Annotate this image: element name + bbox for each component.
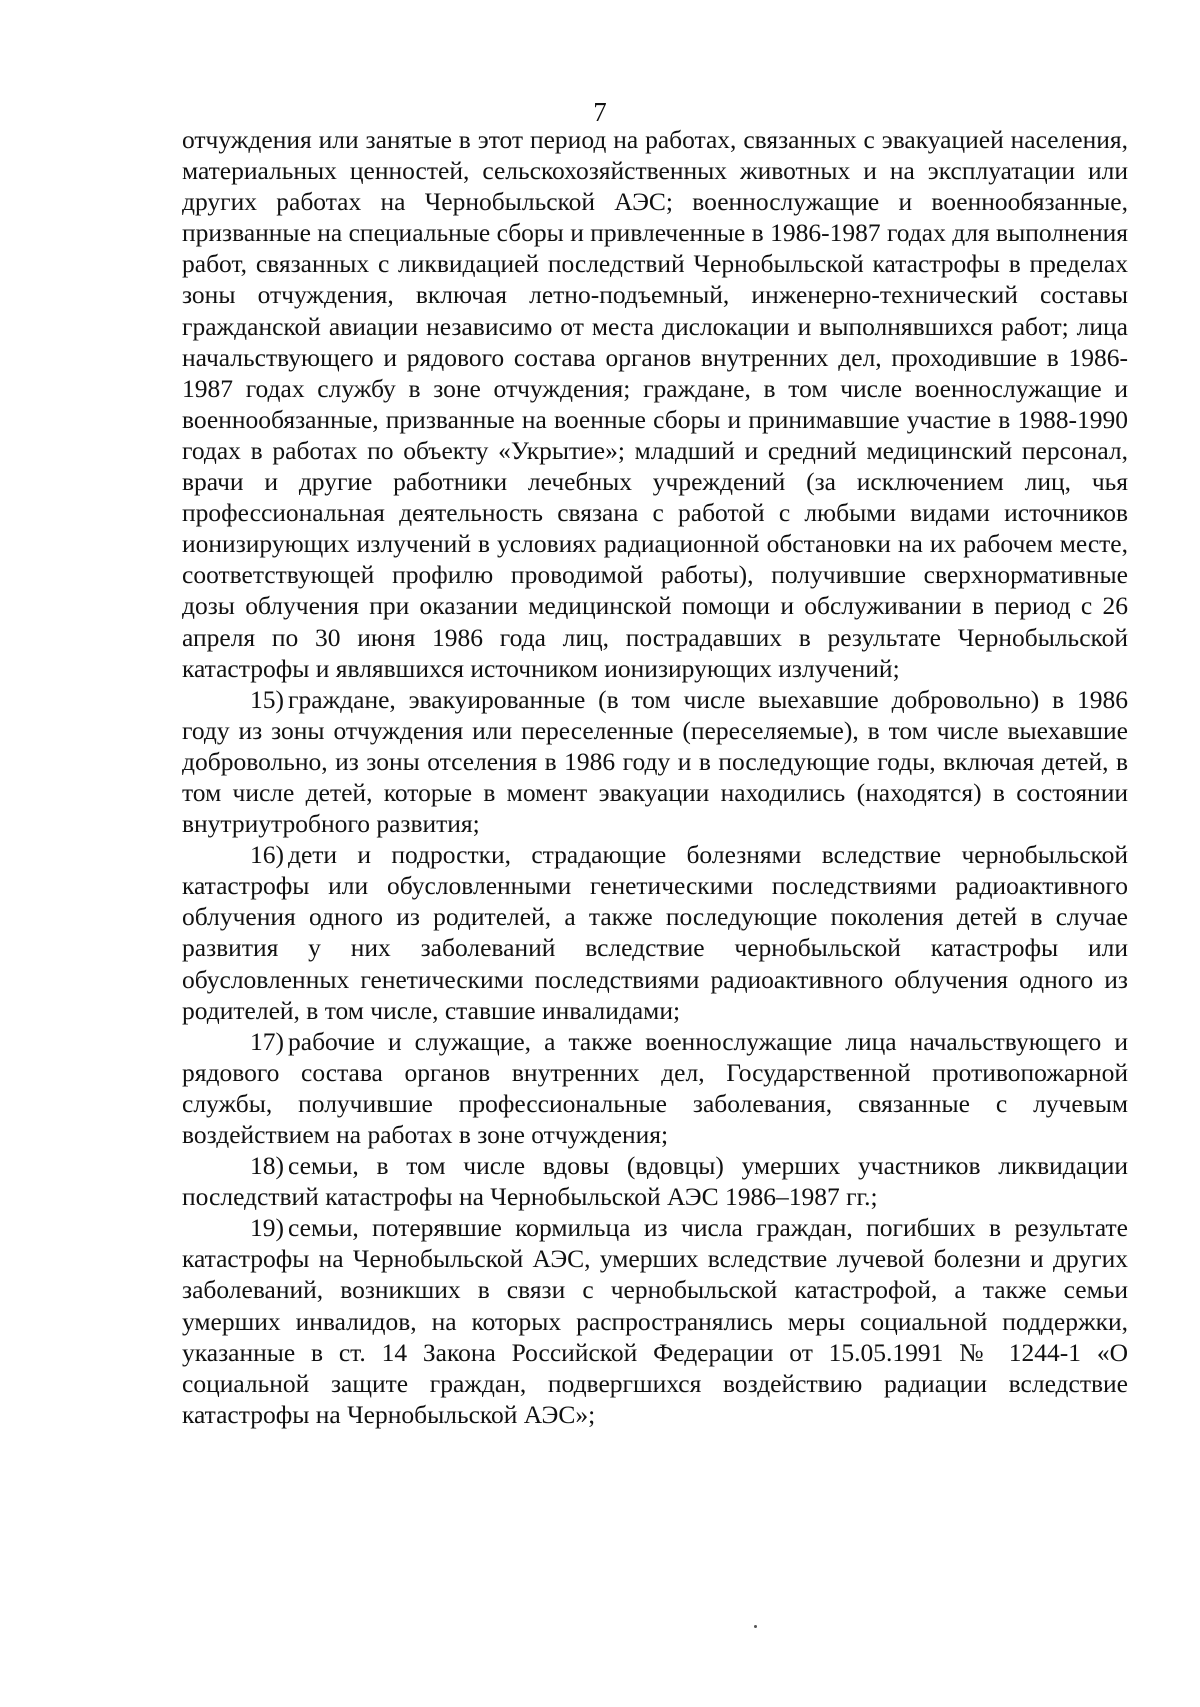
item-number: 17) [250, 1026, 284, 1056]
item-text: семьи, потерявшие кормильца из числа граждан, погибших в результате катастрофы на Чернобыльской АЭС, умерших вследствие лучевой болезни и других заболеваний, возникших в связи с чернобыльской катастрофой, а также семьи умерших инвалидов, на которых распространялись меры социальной поддержки, указанные в ст. 14 Закона Российской Федерации от 15.05.1991 № 1244-1 «О социальной защите граждан, подвергшихся воздействию радиации вследствие катастрофы на Чернобыльской АЭС»; [182, 1213, 1128, 1429]
item-number: 19) [250, 1213, 284, 1243]
item-number: 15) [250, 684, 284, 714]
item-text: семьи, в том числе вдовы (вдовцы) умерших участников ликвидации последствий катастрофы на Чернобыльской АЭС 1986–1987 гг.; [182, 1151, 1128, 1212]
item-text: граждане, эвакуированные (в том числе выехавшие добровольно) в 1986 году из зоны отчуждения или переселенные (переселяемые), в том числе выехавшие добровольно, из зоны отселения в 1986 году и в последующие годы, включая детей, в том числе детей, которые в момент эвакуации находились (находятся) в состоянии внутриутробного развития; [182, 684, 1128, 839]
scan-speck [754, 1625, 757, 1628]
item-number: 16) [250, 840, 284, 870]
list-item-19 [182, 1212, 1128, 1430]
item-text: дети и подростки, страдающие болезнями вследствие чернобыльской катастрофы или обусловленными генетическими последствиями радиоактивного облучения одного из родителей, а также последующие поколения детей в случае развития у них заболеваний вследствие чернобыльской катастрофы или обусловленных генетическими последствиями радиоактивного облучения одного из родителей, в том числе, ставшие инвалидами; [182, 840, 1128, 1025]
paragraph-continuation [182, 124, 1128, 684]
page-number: 7 [593, 97, 607, 127]
paragraph-text: отчуждения или занятые в этот период на работах, связанных с эвакуацией населения, материальных ценностей, сельскохозяйственных животных и на эксплуатации или других работах на Чернобыльской АЭС; военнослужащие и военнообязанные, призванные на специальные сборы и привлеченные в 1986-1987 годах для выполнения работ, связанных с ликвидацией последствий Чернобыльской катастрофы в пределах зоны отчуждения, включая летно-подъемный, инженерно-технический составы гражданской авиации независимо от места дислокации и выполнявшихся работ; лица начальствующего и рядового состава органов внутренних дел, проходившие в 1986-1987 годах службу в зоне отчуждения; граждане, в том числе военнослужащие и военнообязанные, призванные на военные сборы и принимавшие участие в 1988-1990 годах в работах по объекту «Укрытие»; младший и средний медицинский персонал, врачи и другие работники лечебных учреждений (за исключением лиц, чья профессиональная деятельность связана с работой с любыми видами источников ионизирующих излучений в условиях радиационной обстановки на их рабочем месте, соответствующей профилю проводимой работы), получившие сверхнормативные дозы облучения при оказании медицинской помощи и обслуживании в период с 26 апреля по 30 июня 1986 года лиц, пострадавших в результате Чернобыльской катастрофы и являвшихся источником ионизирующих излучений; [182, 125, 1128, 683]
list-item-15 [182, 684, 1128, 839]
item-text: рабочие и служащие, а также военнослужащие лица начальствующего и рядового состава органов внутренних дел, Государственной противопожарной службы, получившие профессиональные заболевания, связанные с лучевым воздействием на работах в зоне отчуждения; [182, 1026, 1128, 1149]
list-item-16 [182, 839, 1128, 1026]
item-number: 18) [250, 1151, 284, 1181]
list-item-18 [182, 1150, 1128, 1212]
list-item-17 [182, 1026, 1128, 1150]
document-body [182, 124, 1128, 1430]
